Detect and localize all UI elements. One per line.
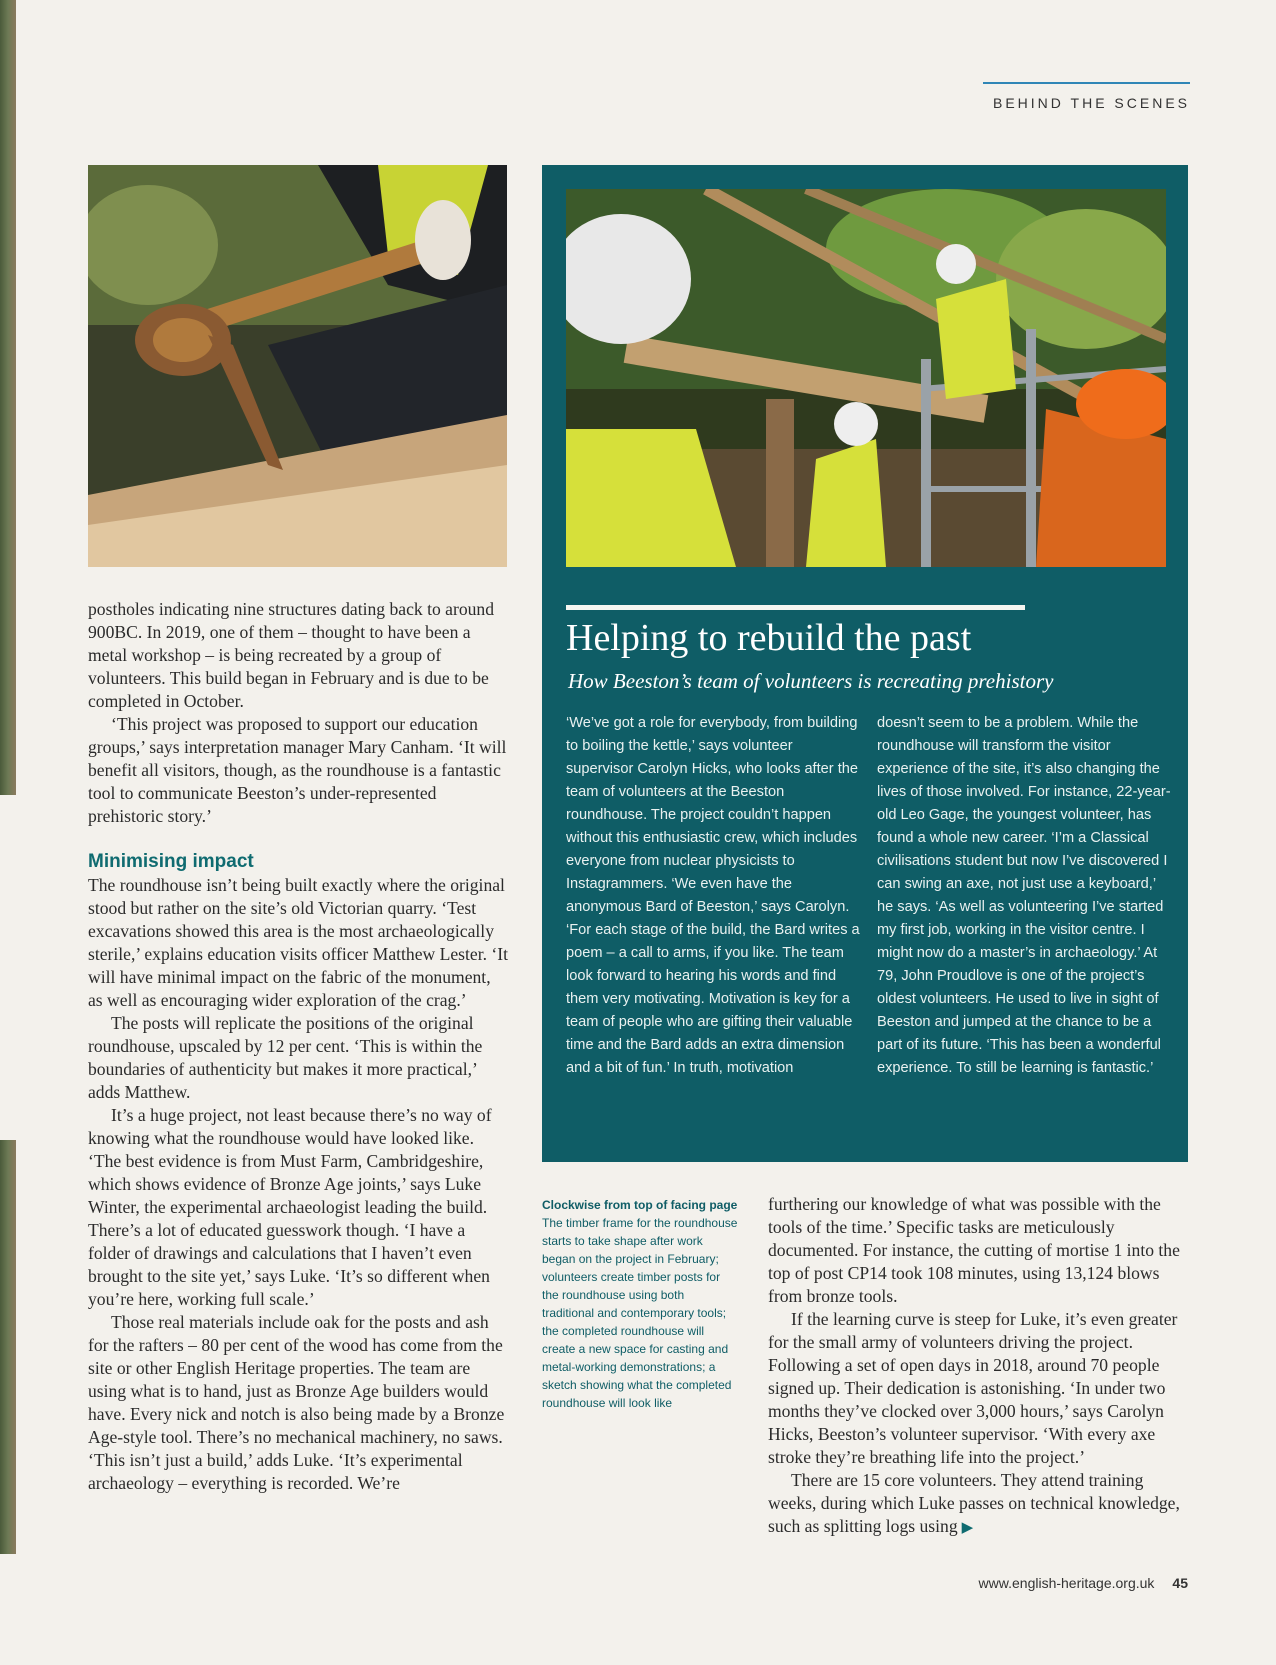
feature-text-column-2	[877, 712, 1175, 1080]
body-paragraph: It’s a huge project, not least because there’s no way of knowing what the roundhouse would have looked like. ‘The best evidence is from Must Farm, Cambridgeshire, which shows evidence of Bronze Age joints,’ says Luke Winter, the experimental archaeologist leading the build. There’s a lot of educated guesswork though. ‘I have a folder of drawings and calculations that I haven’t even brought to the site yet,’ says Luke. ‘It’s so different when you’re here, working full scale.’	[88, 1105, 492, 1309]
feature-title: Helping to rebuild the past	[566, 617, 972, 659]
body-paragraph: If the learning curve is steep for Luke, it’s even greater for the small army of volunteers driving the project. Following a set of open days in 2018, around 70 people signed up. Their dedication is astonishing. ‘In under two months they’ve clocked over 3,000 hours,’ says Carolyn Hicks, Beeston’s volunteer supervisor. ‘With every axe stroke they’re breathing life into the project.’	[768, 1309, 1178, 1467]
body-paragraph	[768, 1469, 1188, 1540]
feature-paragraph: doesn’t seem to be a problem. While the roundhouse will transform the visitor experience of the site, it’s also changing the lives of those involved. For instance, 22-year-old Leo Gage, the youngest volunteer, has found a whole new career. ‘I’m a Classical civilisations student but now I’ve discovered I can swing an axe, not just use a keyboard,’ he says. ‘As well as volunteering I’ve started my first job, working in the visitor centre. I might now do a master’s in archaeology.’ At 79, John Proudlove is one of the project’s oldest volunteers. He used to live in sight of Beeston and jumped at the chance to be a part of its future. ‘This has been a wonderful experience. To still be learning is fantastic.’	[877, 715, 1171, 1076]
feature-subtitle: How Beeston’s team of volunteers is recreating prehistory	[568, 669, 1054, 693]
photo-axe-on-timber	[88, 165, 507, 567]
photo-volunteers-timber-frame	[566, 189, 1166, 567]
feature-title-rule	[566, 605, 1025, 610]
body-paragraph-text: There are 15 core volunteers. They attend training weeks, during which Luke passes on technical knowledge, such as splitting logs using	[768, 1470, 1180, 1536]
body-paragraph: ‘This project was proposed to support our education groups,’ says interpretation manager Mary Canham. ‘It will benefit all visitors, though, as the roundhouse is a fantastic tool to communicate Beeston’s under-represented prehistoric story.’	[88, 714, 507, 826]
subheading: Minimising impact	[88, 851, 254, 872]
continue-arrow-icon: ▶	[961, 1520, 974, 1536]
adjacent-page-photo-edge	[0, 0, 16, 795]
body-paragraph: furthering our knowledge of what was possible with the tools of the time.’ Specific tasks are meticulously documented. For instance, the cutting of mortise 1 into the top of post CP14 took 108 minutes, using 13,124 blows from bronze tools.	[768, 1194, 1180, 1306]
page-footer	[979, 1575, 1188, 1591]
photo-caption	[542, 1196, 738, 1412]
section-label: BEHIND THE SCENES	[993, 95, 1190, 111]
feature-paragraph: ‘We’ve got a role for everybody, from building to boiling the kettle,’ says volunteer supervisor Carolyn Hicks, who looks after the team of volunteers at the Beeston roundhouse. The project couldn’t happen without this enthusiastic crew, which includes everyone from nuclear physicists to Instagrammers. ‘We even have the anonymous Bard of Beeston,’ says Carolyn. ‘For each stage of the build, the Bard writes a poem – a call to arms, if you like. The team look forward to hearing his words and find them very motivating. Motivation is key for a team of people who are gifting their valuable time and the Bard adds an extra dimension and a bit of fun.’ In truth, motivation	[566, 715, 860, 1076]
caption-text: The timber frame for the roundhouse starts to take shape after work began on the project in February; volunteers create timber posts for the roundhouse using both traditional and contemporary tools; the completed roundhouse will create a new space for casting and metal-working demonstrations; a sketch showing what the completed roundhouse will look like	[542, 1216, 738, 1410]
footer-url: www.english-heritage.org.uk	[978, 1575, 1155, 1591]
feature-text-column-1	[566, 712, 862, 1080]
body-paragraph: Those real materials include oak for the posts and ash for the rafters – 80 per cent of the wood has come from the site or other English Heritage properties. The team are using what is to hand, just as Bronze Age builders would have. Every nick and notch is also being made by a Bronze Age-style tool. There’s no mechanical machinery, no saws. ‘This isn’t just a build,’ adds Luke. ‘It’s experimental archaeology – everything is recorded. We’re	[88, 1312, 505, 1493]
page-number: 45	[1172, 1575, 1188, 1591]
caption-lead: Clockwise from top of facing page	[542, 1198, 738, 1212]
body-paragraph: The roundhouse isn’t being built exactly where the original stood but rather on the site’s old Victorian quarry. ‘Test excavations showed this area is the most archaeologically sterile,’ explains education visits officer Matthew Lester. ‘It will have minimal impact on the fabric of the monument, as well as encouraging wider exploration of the crag.’	[88, 875, 508, 1010]
body-column-left	[88, 598, 508, 1495]
body-paragraph: postholes indicating nine structures dating back to around 900BC. In 2019, one of them – thought to have been a metal workshop – is being recreated by a group of volunteers. This build began in February and is due to be completed in October.	[88, 599, 495, 711]
adjacent-page-photo-edge	[0, 1140, 16, 1554]
body-column-right	[768, 1193, 1188, 1540]
body-paragraph: The posts will replicate the positions of the original roundhouse, upscaled by 12 per cent. ‘This is within the boundaries of authenticity but makes it more practical,’ adds Matthew.	[88, 1013, 483, 1102]
section-rule	[983, 82, 1190, 84]
